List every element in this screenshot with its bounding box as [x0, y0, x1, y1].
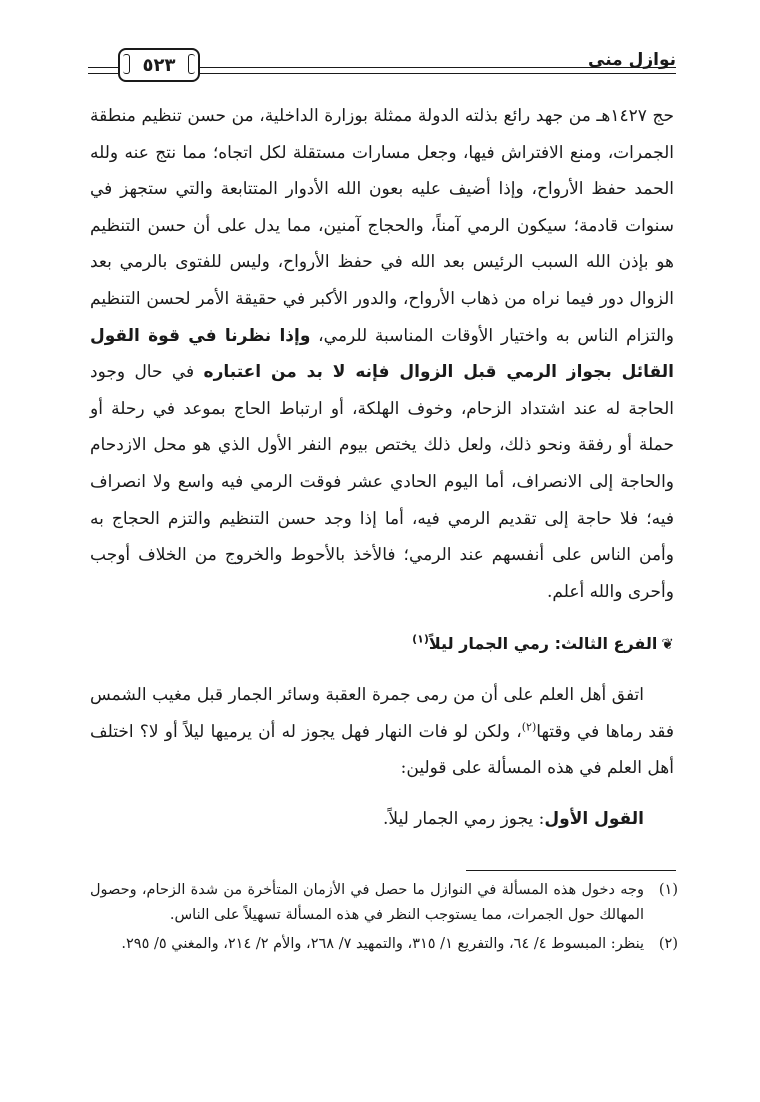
- paragraph-1-bold-text: وإذا نظرنا في قوة القول القائل بجواز الرمي قبل الزوال فإنه لا بد من اعتباره: [90, 325, 674, 383]
- footnote-1: [90, 878, 678, 928]
- section-heading: [90, 626, 674, 663]
- paragraph-1-text-a: حج ١٤٢٧هـ من جهد رائع بذلته الدولة ممثلة بوزارة الداخلية، من حسن تنظيم منطقة الجمرات، ومنع الافتراش فيها، وجعل مسارات مستقلة لكل اتجاه؛ مما نتج عنه ولله الحمد حفظ الأرواح، وإذا أضيف عليه بعون الله الأدوار المتتابعة والتي ستجهز في سنوات قادمة؛ سيكون الرمي آمناً، والحجاج آمنين، مما يدل على أن حسن التنظيم هو بإذن الله السبب الرئيس بعد الله في حفظ الأرواح، وليس للفتوى بالرمي بعد الزوال دور فيما نراه من ذهاب الأرواح، والدور الأكبر في حقيقة الأمر لحسن التنظيم والتزام الناس به واختيار الأوقات المناسبة للرمي،: [90, 106, 675, 346]
- paragraph-2-text-b: ، ولكن لو فات النهار فهل يجوز له أن يرميها ليلاً أو لا؟ اختلف أهل العلم في هذه المسألة على قولين:: [90, 721, 674, 779]
- footnote-1-number: (١): [658, 882, 678, 898]
- book-title: نوازل منى: [588, 50, 676, 70]
- section-heading-text: الفرع الثالث: رمي الجمار ليلاً: [428, 634, 658, 654]
- footnote-separator: [466, 870, 676, 871]
- main-text: [90, 98, 674, 837]
- footnote-1-text: وجه دخول هذه المسألة في النوازل ما حصل في الأزمان المتأخرة من شدة الزحام، وحصول المهالك حول الجمرات، مما يستوجب النظر في هذه المسألة تسهيلاً على الناس.: [90, 882, 644, 923]
- first-opinion-text: : يجوز رمي الجمار ليلاً.: [382, 808, 545, 829]
- paragraph-2: [90, 677, 674, 787]
- footnote-ref-1: (١): [412, 632, 429, 646]
- footnote-ref-2: (٢): [521, 719, 537, 733]
- page-header: [88, 40, 676, 88]
- paragraph-1: [90, 98, 674, 610]
- footnotes: [90, 878, 678, 961]
- footnote-2-text: ينظر: المبسوط ٤/ ٦٤، والتفريع ١/ ٣١٥، والتمهيد ٧/ ٢٦٨، والأم ٢/ ٢١٤، والمغني ٥/ ٢٩٥.: [121, 936, 644, 952]
- footnote-2-number: (٢): [658, 936, 678, 952]
- page-number-box: [118, 48, 200, 82]
- first-opinion-label: القول الأول: [544, 808, 644, 829]
- paragraph-2-text-a: اتفق أهل العلم على أن من رمى جمرة العقبة وسائر الجمار قبل مغيب الشمس فقد رماها في وقتها: [90, 684, 675, 742]
- paragraph-1-text-b: في حال وجود الحاجة له عند اشتداد الزحام، وخوف الهلكة، أو ارتباط الحاج بموعد في رحلة أو حملة أو رفقة ونحو ذلك، ولعل ذلك يختص بيوم النفر الأول الذي هو محل الازدحام والحاجة إلى الانصراف، أما اليوم الحادي عشر فوقت الرمي فيه واسع ولا انصراف فيه؛ فلا حاجة إلى تقديم الرمي فيه، أما إذا وجد حسن التنظيم والتزم الحجاج به وأمن الناس على أنفسهم عند الرمي؛ فالأخذ بالأحوط والخروج من الخلاف أوجب وأحرى والله أعلم.: [90, 362, 674, 602]
- page-number: ٥٢٣: [142, 54, 176, 76]
- first-opinion: [90, 801, 674, 838]
- footnote-2: [90, 932, 678, 957]
- ornament-icon: ❦: [661, 635, 674, 654]
